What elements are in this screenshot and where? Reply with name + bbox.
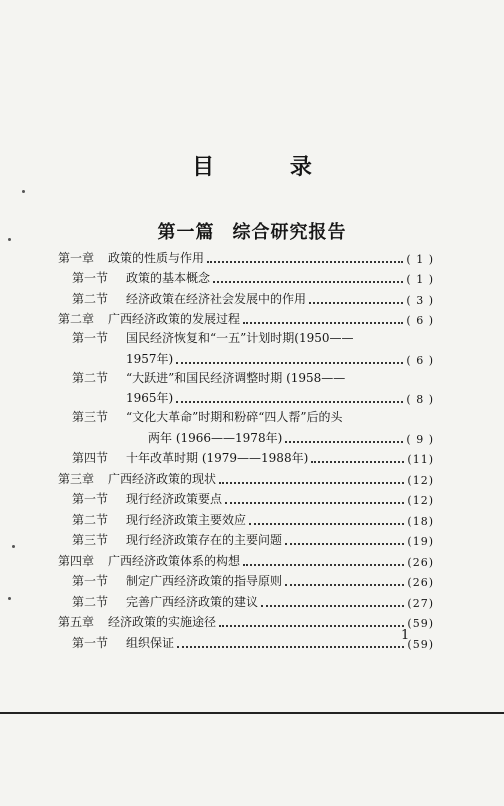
dot-leader bbox=[219, 474, 404, 484]
toc-section-row bbox=[58, 446, 434, 467]
toc-entry-page: (59) bbox=[407, 617, 434, 630]
toc-entry-continuation-row bbox=[58, 346, 434, 367]
toc-entry-page: ( 1 ) bbox=[406, 252, 434, 266]
toc-section-row bbox=[58, 327, 434, 346]
dot-leader bbox=[249, 515, 404, 525]
toc-entry-number: 第三节 bbox=[72, 533, 109, 547]
part-name: 综合研究报告 bbox=[232, 222, 347, 243]
toc-entry-title: 组织保证 bbox=[126, 635, 175, 650]
toc-entry-title: 现行经济政策存在的主要问题 bbox=[126, 533, 283, 547]
page-title: 目 录 bbox=[192, 154, 346, 180]
toc-entry-number: 第五章 bbox=[58, 615, 95, 629]
toc-entry-title: 经济政策在经济社会发展中的作用 bbox=[126, 291, 307, 306]
toc-entry-title: 现行经济政策主要效应 bbox=[126, 512, 247, 527]
page-number: 1 bbox=[401, 628, 410, 643]
toc-entry-title: 政策的性质与作用 bbox=[108, 250, 205, 265]
toc-entry-number: 第二节 bbox=[72, 291, 109, 306]
toc-entry-title: “文化大革命”时期和粉碎“四人帮”后的头 bbox=[126, 410, 343, 424]
toc-entry-page: ( 8 ) bbox=[406, 393, 434, 406]
dot-leader bbox=[177, 638, 404, 648]
dot-leader bbox=[285, 576, 404, 586]
toc-entry-page: (59) bbox=[407, 637, 434, 651]
toc-entry-continuation: 两年 (1966——1978年) bbox=[148, 430, 283, 445]
dot-leader bbox=[261, 597, 404, 607]
bottom-rule bbox=[0, 712, 504, 714]
toc-entry-title: “大跃进”和国民经济调整时期 (1958—— bbox=[126, 370, 346, 385]
toc-entry-continuation: 1965年) bbox=[126, 391, 174, 405]
toc-entry-page: ( 1 ) bbox=[406, 273, 434, 286]
toc-entry-page: (26) bbox=[407, 576, 434, 589]
toc-entry-page: ( 9 ) bbox=[406, 432, 434, 446]
toc-entry-page: (12) bbox=[407, 494, 434, 507]
toc-entry-number: 第一节 bbox=[72, 492, 109, 506]
toc-entry-title: 十年改革时期 (1979——1988年) bbox=[126, 451, 309, 465]
speck bbox=[22, 190, 25, 193]
toc-entry-page: (26) bbox=[407, 555, 434, 569]
dot-leader bbox=[243, 314, 403, 324]
toc-section-row bbox=[58, 406, 434, 425]
toc-entry-number: 第四章 bbox=[58, 553, 95, 568]
toc-entry-number: 第一节 bbox=[72, 635, 109, 650]
dot-leader bbox=[213, 273, 403, 283]
toc-entry-continuation-row bbox=[58, 425, 434, 446]
toc-section-row bbox=[58, 528, 434, 549]
toc-chapter-row bbox=[58, 307, 434, 328]
toc-section-row bbox=[58, 569, 434, 590]
dot-leader bbox=[285, 535, 404, 545]
part-label: 第一篇 bbox=[157, 222, 215, 243]
toc-entry-continuation: 1957年) bbox=[126, 351, 174, 366]
toc-chapter-row bbox=[58, 610, 434, 631]
speck bbox=[12, 545, 15, 548]
toc-entry-number: 第二章 bbox=[58, 312, 95, 326]
toc-entry-number: 第四节 bbox=[72, 451, 109, 465]
toc-entry-title: 国民经济恢复和“一五”计划时期(1950—— bbox=[126, 331, 354, 345]
toc-section-row bbox=[58, 589, 434, 610]
dot-leader bbox=[176, 354, 403, 364]
dot-leader bbox=[219, 617, 404, 627]
toc-entry-title: 政策的基本概念 bbox=[126, 271, 211, 285]
toc-entry-title: 广西经济政策的现状 bbox=[108, 471, 217, 486]
toc-section-row bbox=[58, 367, 434, 386]
toc-chapter-row bbox=[58, 245, 434, 266]
dot-leader bbox=[243, 556, 404, 566]
toc-section-row bbox=[58, 507, 434, 528]
toc-entry-number: 第一节 bbox=[72, 331, 109, 345]
toc-section-row bbox=[58, 630, 434, 651]
toc-entry-number: 第一节 bbox=[72, 574, 109, 588]
toc-entry-number: 第二节 bbox=[72, 370, 109, 385]
toc-entry-page: (18) bbox=[407, 514, 434, 528]
toc-entry-page: ( 6 ) bbox=[406, 314, 434, 327]
toc-entry-number: 第一章 bbox=[58, 250, 95, 265]
table-of-contents bbox=[58, 245, 434, 651]
toc-entry-title: 现行经济政策要点 bbox=[126, 492, 223, 506]
dot-leader bbox=[285, 433, 403, 443]
dot-leader bbox=[311, 453, 404, 463]
toc-entry-number: 第一节 bbox=[72, 271, 109, 285]
toc-entry-title: 经济政策的实施途径 bbox=[108, 615, 217, 629]
speck bbox=[8, 597, 11, 600]
toc-entry-page: (12) bbox=[407, 473, 434, 487]
toc-entry-title: 完善广西经济政策的建议 bbox=[126, 594, 259, 609]
dot-leader bbox=[207, 253, 403, 263]
part-title bbox=[0, 218, 504, 244]
toc-entry-page: (11) bbox=[407, 453, 434, 466]
toc-entry-title: 广西经济政策的发展过程 bbox=[108, 312, 241, 326]
dot-leader bbox=[309, 294, 403, 304]
toc-chapter-row bbox=[58, 466, 434, 487]
speck bbox=[8, 238, 11, 241]
toc-entry-title: 广西经济政策体系的构想 bbox=[108, 553, 241, 568]
toc-entry-title: 制定广西经济政策的指导原则 bbox=[126, 574, 283, 588]
toc-entry-page: (27) bbox=[407, 596, 434, 610]
dot-leader bbox=[176, 393, 403, 403]
toc-section-row bbox=[58, 286, 434, 307]
toc-entry-page: (19) bbox=[407, 535, 434, 548]
toc-entry-number: 第二节 bbox=[72, 512, 109, 527]
toc-entry-page: ( 6 ) bbox=[406, 353, 434, 367]
toc-entry-number: 第二节 bbox=[72, 594, 109, 609]
toc-entry-page: ( 3 ) bbox=[406, 293, 434, 307]
toc-entry-number: 第三节 bbox=[72, 410, 109, 424]
toc-section-row bbox=[58, 487, 434, 508]
dot-leader bbox=[225, 494, 404, 504]
toc-entry-continuation-row bbox=[58, 386, 434, 407]
toc-entry-number: 第三章 bbox=[58, 471, 95, 486]
toc-section-row bbox=[58, 266, 434, 287]
toc-chapter-row bbox=[58, 548, 434, 569]
